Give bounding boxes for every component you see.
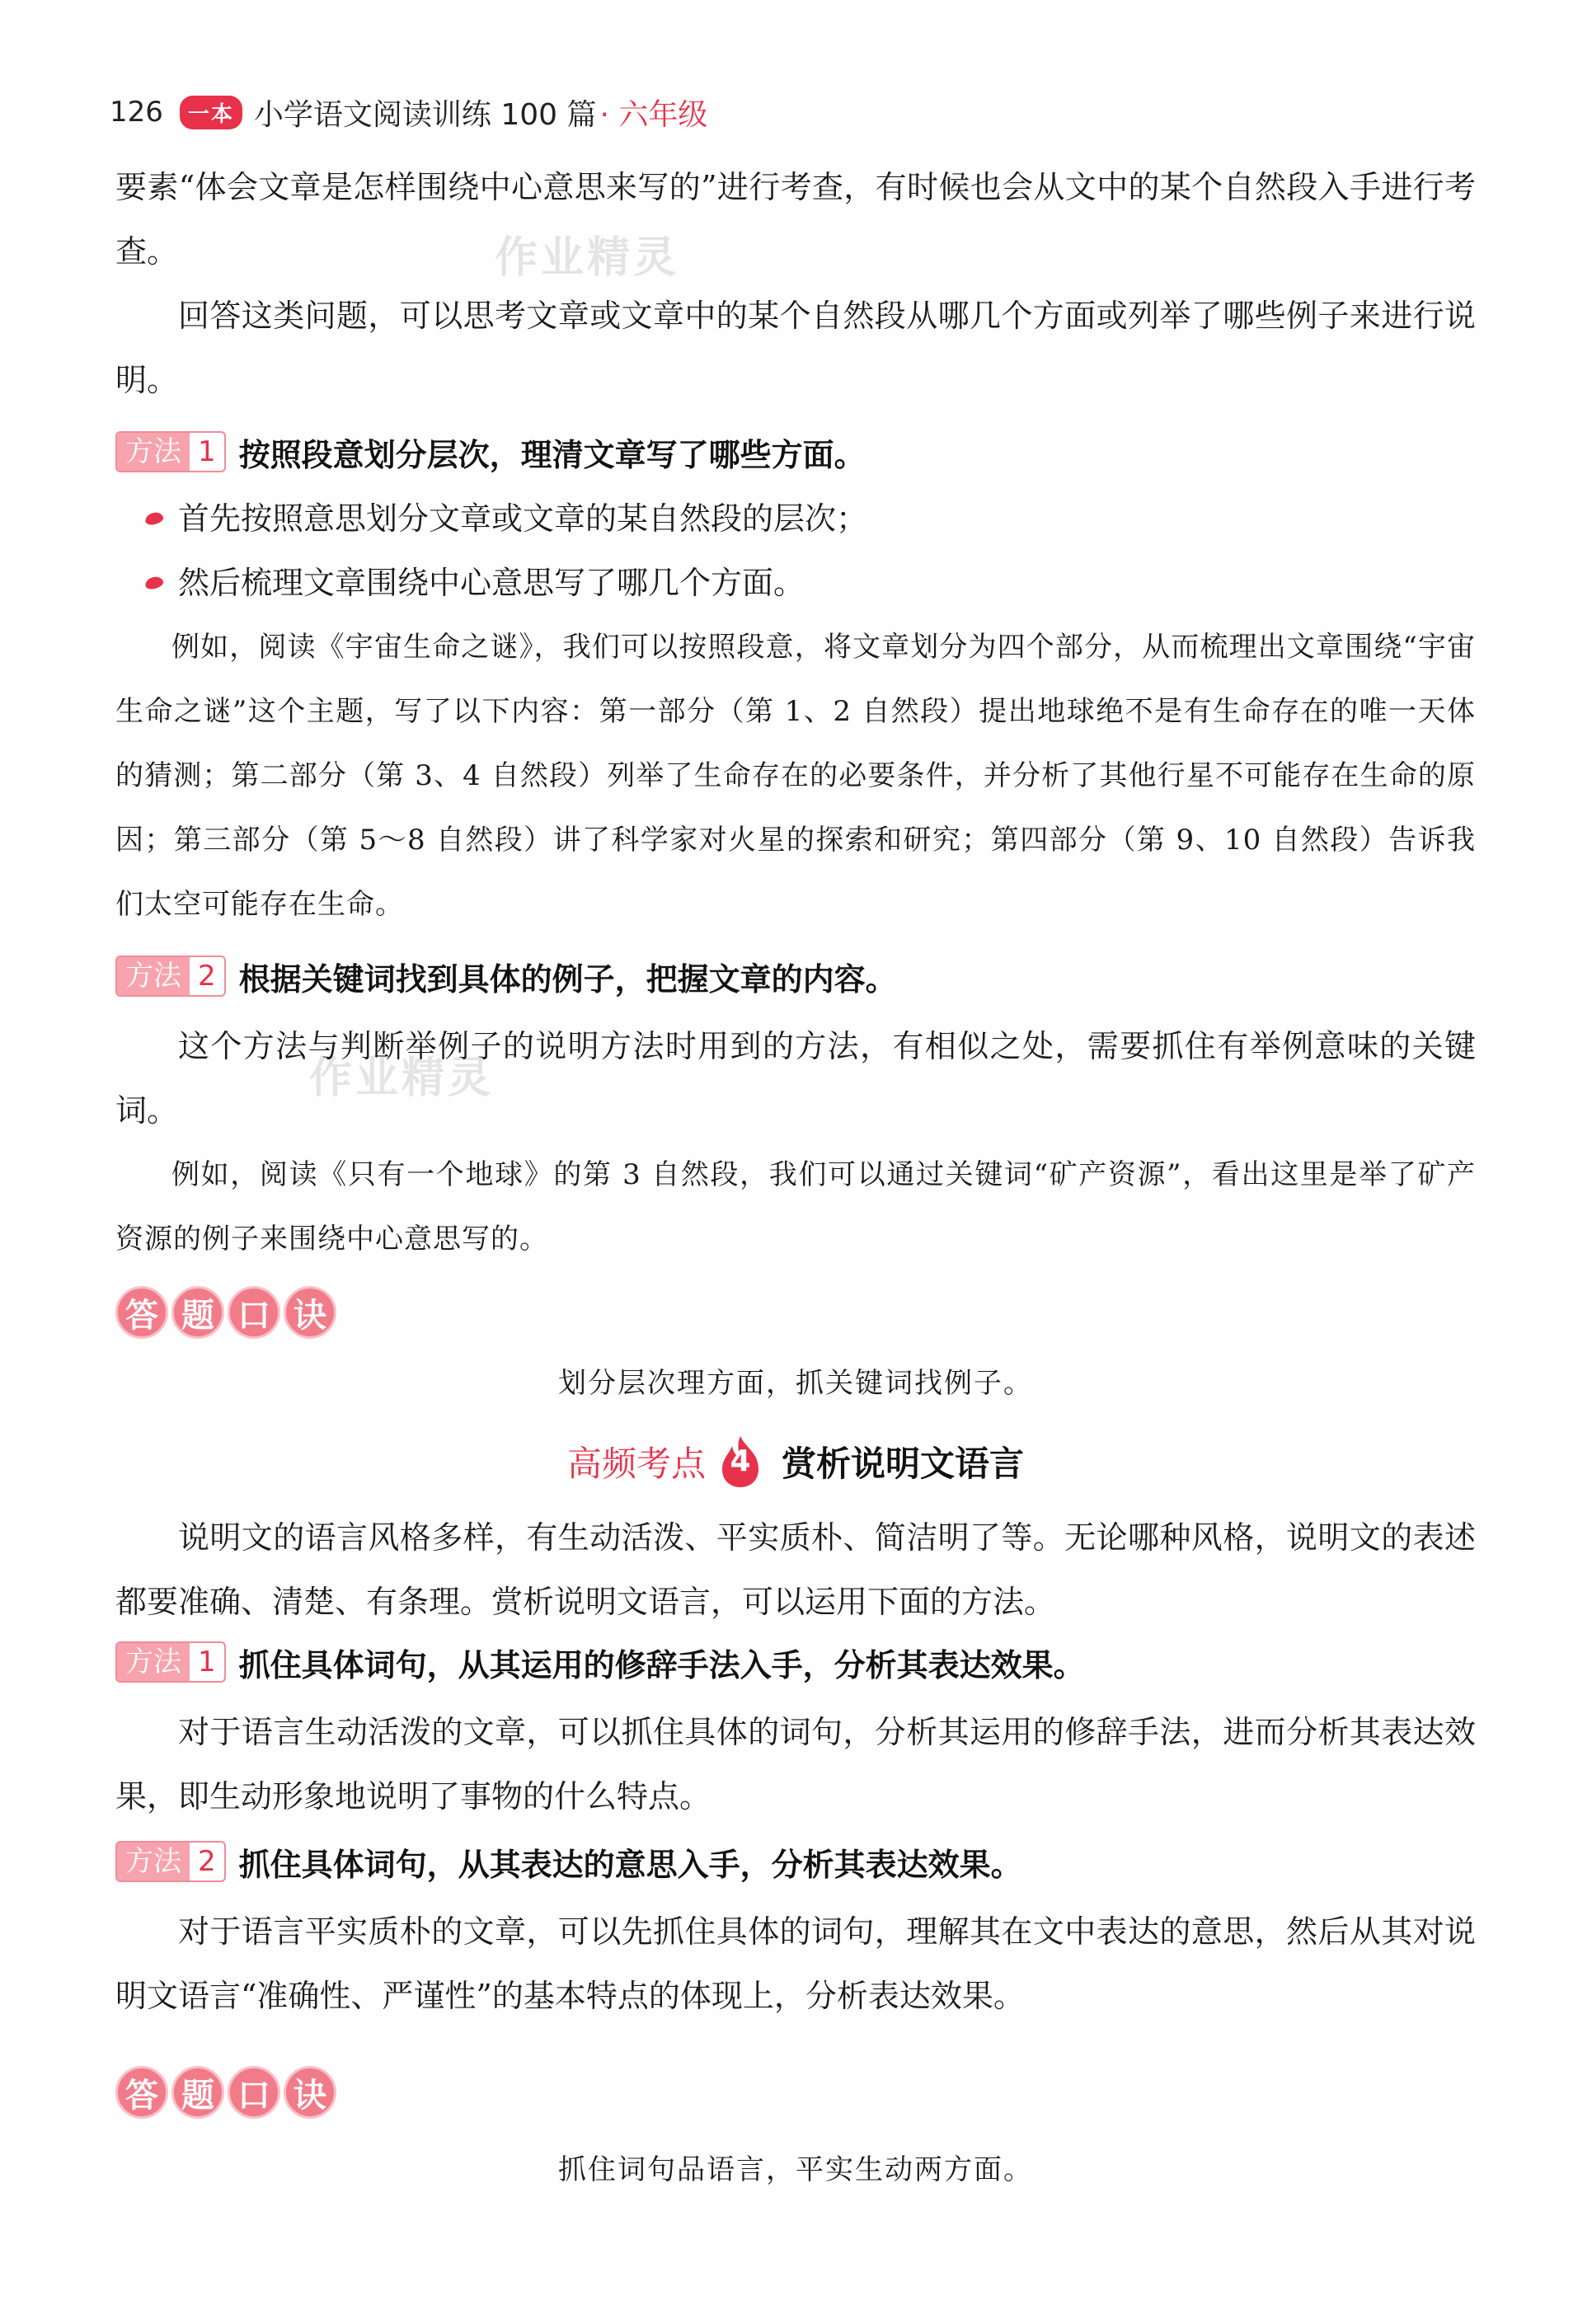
grade-label: · 六年级 [599, 97, 708, 132]
s4-method-2-text [115, 1899, 1476, 2028]
koujue-char: 答 [115, 2066, 168, 2119]
method-tag-number: 1 [198, 435, 216, 468]
s3-method-1-bullets [115, 486, 1476, 615]
koujue-char: 题 [171, 1286, 224, 1339]
s3-method-2 [115, 951, 1476, 1001]
method-heading [115, 427, 1476, 477]
intro-paragraph-2: 回答这类问题，可以思考文章或文章中的某个自然段从哪几个方面或列举了哪些例子来进行说明。 [115, 298, 1476, 398]
method-tag-number: 2 [198, 1845, 216, 1878]
flame-number-icon [717, 1434, 763, 1489]
method-heading [115, 1637, 1476, 1687]
bullet-icon [144, 510, 165, 526]
koujue-badge-2 [115, 2066, 1476, 2119]
method-tag-label: 方法 [117, 1643, 190, 1681]
s3-method-2-text [115, 1014, 1476, 1143]
bullet-text: 首先按照意思划分文章或文章的某自然段的层次； [178, 500, 868, 537]
section-number: 4 [730, 1444, 751, 1478]
koujue-char: 口 [228, 1286, 280, 1339]
section-intro-paragraph: 说明文的语言风格多样，有生动活泼、平实质朴、简洁明了等。无论哪种风格，说明文的表述都要准确、清楚、有条理。赏析说明文语言，可以运用下面的方法。 [115, 1519, 1476, 1620]
method-paragraph: 对于语言平实质朴的文章，可以先抓住具体的词句，理解其在文中表达的意思，然后从其对说明文语言“准确性、严谨性”的基本特点的体现上，分析表达效果。 [115, 1913, 1476, 2014]
koujue-badge-1 [115, 1286, 1476, 1339]
method-tag [115, 1641, 226, 1683]
method-heading [115, 951, 1476, 1001]
method-paragraph: 这个方法与判断举例子的说明方法时用到的方法，有相似之处，需要抓住有举例意味的关键词。 [115, 1028, 1476, 1129]
method-title: 抓住具体词句，从其运用的修辞手法入手，分析其表达效果。 [238, 1646, 1085, 1683]
section-4-heading [115, 1434, 1476, 1489]
method-tag [115, 1841, 226, 1882]
s4-method-2 [115, 1837, 1476, 1886]
section-title: 赏析说明文语言 [782, 1444, 1025, 1484]
method-tag-number: 1 [198, 1646, 216, 1678]
s4-method-1-text [115, 1700, 1476, 1829]
koujue-char: 诀 [284, 1286, 336, 1339]
brand-badge: 一本 [180, 96, 242, 129]
method-paragraph: 对于语言生动活泼的文章，可以抓住具体的词句，分析其运用的修辞手法，进而分析其表达效果，即生动形象地说明了事物的什么特点。 [115, 1714, 1476, 1815]
s3-method-1-example [115, 615, 1476, 937]
koujue-char: 口 [228, 2066, 280, 2119]
koujue-text: 抓住词句品语言，平实生动两方面。 [558, 2153, 1033, 2186]
s4-method-1 [115, 1637, 1476, 1687]
section-heading [115, 1434, 1476, 1489]
example-paragraph: 例如，阅读《宇宙生命之谜》，我们可以按照段意，将文章划分为四个部分，从而梳理出文章围绕“宇宙生命之谜”这个主题，写了以下内容：第一部分（第 1、2 自然段）提出地球绝不是有生命存在的唯一天体的猜测；第二部分（第 3、4 自然段）列举了生命存在的必要条件，并分析了其他行星不可能存在生命的原因；第三部分（第 5～8 自然段）讲了科学家对火星的探索和研究；第四部分（第 9、10 自然段）告诉我们太空可能存在生命。 [115, 631, 1476, 921]
koujue-char: 诀 [284, 2066, 336, 2119]
page-header [110, 87, 707, 137]
method-title: 抓住具体词句，从其表达的意思入手，分析其表达效果。 [238, 1846, 1022, 1883]
watermark-2: 作业精灵 [309, 1054, 495, 1103]
method-tag-label: 方法 [117, 1843, 190, 1880]
s3-method-1 [115, 427, 1476, 477]
koujue-badge [115, 1286, 1476, 1339]
method-tag-label: 方法 [117, 433, 190, 471]
page-number: 126 [110, 96, 163, 129]
example-paragraph: 例如，阅读《只有一个地球》的第 3 自然段，我们可以通过关键词“矿产资源”，看出这里是举了矿产资源的例子来围绕中心意思写的。 [115, 1158, 1476, 1256]
koujue-char: 题 [171, 2066, 224, 2119]
koujue-text-block-2 [115, 2147, 1476, 2187]
method-title: 按照段意划分层次，理清文章写了哪些方面。 [238, 436, 866, 473]
s4-intro [115, 1505, 1476, 1634]
koujue-char: 答 [115, 1286, 168, 1339]
method-tag [115, 431, 226, 472]
method-heading [115, 1837, 1476, 1886]
bullet-icon [144, 575, 165, 590]
method-tag-number: 2 [198, 960, 216, 993]
section-label: 高频考点 [566, 1444, 706, 1484]
bullet-item [115, 551, 1476, 615]
koujue-text: 划分层次理方面，抓关键词找例子。 [558, 1367, 1033, 1400]
method-tag-label: 方法 [117, 957, 190, 995]
koujue-text-block-1 [115, 1360, 1476, 1401]
bullet-text: 然后梳理文章围绕中心意思写了哪几个方面。 [178, 565, 805, 601]
watermark-1: 作业精灵 [495, 233, 680, 283]
s3-method-2-example [115, 1143, 1476, 1271]
bullet-item [115, 486, 1476, 551]
intro-block [115, 155, 1476, 412]
method-tag [115, 955, 226, 997]
book-title: 小学语文阅读训练 100 篇 [253, 97, 597, 132]
koujue-badge [115, 2066, 1476, 2119]
intro-paragraph-1: 要素“体会文章是怎样围绕中心意思来写的”进行考查，有时候也会从文中的某个自然段入手进行考查。 [115, 169, 1476, 270]
method-title: 根据关键词找到具体的例子，把握文章的内容。 [238, 960, 897, 998]
